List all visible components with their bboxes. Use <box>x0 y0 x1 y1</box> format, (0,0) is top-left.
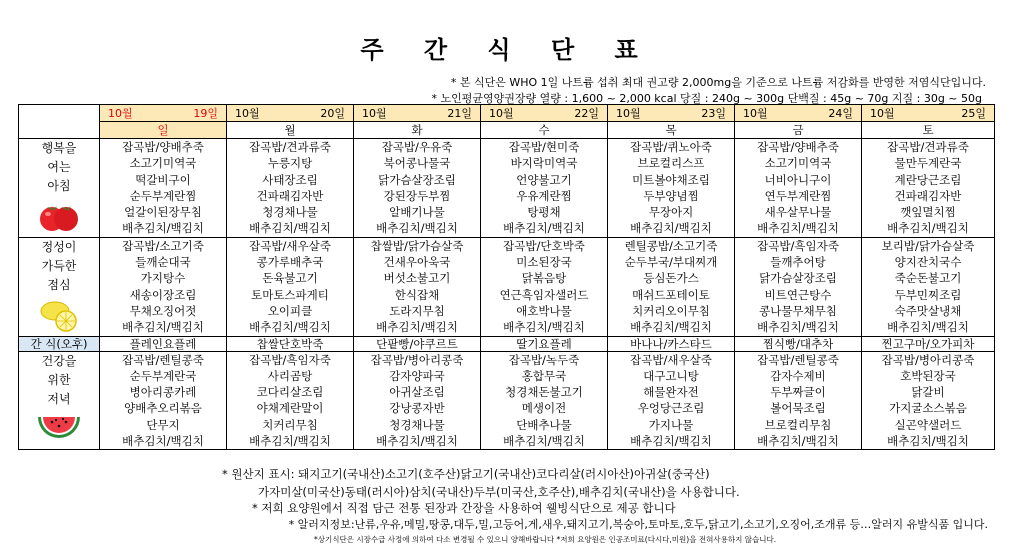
dish: 우엉당근조림 <box>637 401 705 416</box>
dish: 치커리무침 <box>262 417 318 432</box>
lunch-menu-fri <box>735 237 862 336</box>
dish: 청경채나물 <box>389 417 445 432</box>
snack-sun: 플레인요플레 <box>100 336 227 351</box>
dish: 잡곡밥/새우살죽 <box>630 352 712 367</box>
dish: 얼갈이된장무침 <box>124 205 202 220</box>
lunch-label-cell <box>19 237 100 336</box>
dish: 대구고니탕 <box>643 368 699 383</box>
origin-note-2: 가자미살(미국산)동태(러시아)삼치(국내산)두부(미국산,호주산),배추김치(국내산)을 사용합니다. <box>258 485 740 499</box>
dinner-label-line: 위한 <box>47 372 71 387</box>
dish: 연근흑임자샐러드 <box>499 287 589 302</box>
date-cell-fri: 10월 24일 <box>735 105 862 122</box>
dish: 호박된장국 <box>900 368 956 383</box>
dish: 배추김치/백김치 <box>249 434 331 449</box>
dinner-menu-thu <box>608 351 735 450</box>
dish: 잡곡밥/흑임자죽 <box>757 238 839 253</box>
dish: 잡곡밥/현미죽 <box>508 140 580 154</box>
dish: 계란당근조림 <box>894 172 962 187</box>
dish: 잡곡밥/우유죽 <box>381 140 453 154</box>
dish: 배추김치/백김치 <box>757 320 839 335</box>
dish: 숙주맛살냉채 <box>894 303 962 318</box>
weekly-menu-table <box>18 104 995 450</box>
dish: 잡곡밥/견과류죽 <box>249 140 331 154</box>
date-cell-sat: 10월 25일 <box>862 105 995 122</box>
date-cell-sun: 10월 19일 <box>100 105 227 122</box>
breakfast-menu-sat <box>862 139 995 238</box>
lunch-label-line: 정성이 <box>41 239 77 254</box>
dish: 사리곰탕 <box>267 368 313 383</box>
dish: 잡곡밥/퀴노아죽 <box>630 140 712 154</box>
dish: 단배추나물 <box>516 417 572 432</box>
dinner-menu-tue <box>354 351 481 450</box>
dish: 두부짜글이 <box>770 385 826 400</box>
breakfast-menu-thu <box>608 139 735 238</box>
breakfast-label-cell <box>19 139 100 238</box>
breakfast-menu-sun <box>100 139 227 238</box>
dish: 닭가슴살장조림 <box>378 172 456 187</box>
corner-cell <box>19 105 100 139</box>
dish: 가지굴소스볶음 <box>889 401 967 416</box>
tomato-icon <box>37 198 81 234</box>
lunch-menu-thu <box>608 237 735 336</box>
dish: 도라지무침 <box>389 303 445 318</box>
breakfast-row <box>19 139 995 238</box>
dish: 새송이장조림 <box>129 287 197 302</box>
dish: 배추김치/백김치 <box>757 434 839 449</box>
watermelon-icon <box>34 411 84 443</box>
dish: 비트연근탕수 <box>764 287 832 302</box>
dish: 배추김치/백김치 <box>122 320 204 335</box>
dish: 새우살무나물 <box>764 205 832 220</box>
dish: 배추김치/백김치 <box>503 434 585 449</box>
dinner-menu-sun <box>100 351 227 450</box>
dish: 양지잔치국수 <box>894 255 962 270</box>
snack-fri: 찜식빵/대추차 <box>735 336 862 351</box>
date-row <box>19 105 995 122</box>
dish: 언양불고기 <box>516 172 572 187</box>
dish: 건새우아욱국 <box>383 255 451 270</box>
dish: 너비아니구이 <box>764 172 832 187</box>
date-cell-mon: 10월 20일 <box>227 105 354 122</box>
dish: 매쉬드포테이토 <box>632 287 710 302</box>
dish: 치커리오이무침 <box>632 303 710 318</box>
dish: 무채오징어젓 <box>129 303 197 318</box>
dinner-menu-sat <box>862 351 995 450</box>
dish: 미소된장국 <box>516 255 572 270</box>
lunch-menu-sat <box>862 237 995 336</box>
dish: 바지락미역국 <box>510 156 578 171</box>
dinner-label-line: 건강을 <box>41 353 77 368</box>
dish: 무장아지 <box>648 205 694 220</box>
dish: 떡갈비구이 <box>135 172 191 187</box>
dish: 닭갈비 <box>911 385 945 400</box>
lunch-menu-mon <box>227 237 354 336</box>
dish: 배추김치/백김치 <box>757 221 839 236</box>
breakfast-label-line: 행복을 <box>41 141 77 155</box>
dish: 감자양파국 <box>389 368 445 383</box>
lunch-menu-sun <box>100 237 227 336</box>
dish: 메생이전 <box>521 401 567 416</box>
dish: 잡곡밥/양배추죽 <box>757 140 839 154</box>
dish: 순두부계란국 <box>129 368 197 383</box>
dish: 배추김치/백김치 <box>887 320 969 335</box>
dish: 소고기미역국 <box>764 156 832 171</box>
dish: 가지탕수 <box>140 271 186 286</box>
snack-wed: 딸기요플레 <box>481 336 608 351</box>
dish: 배추김치/백김치 <box>122 434 204 449</box>
dish: 브로컬리스프 <box>637 156 705 171</box>
weekday-sat: 토 <box>862 122 995 139</box>
dish: 아귀살조림 <box>389 385 445 400</box>
dish: 토마토스파게티 <box>251 287 329 302</box>
lunch-menu-tue <box>354 237 481 336</box>
dish: 콩나물무채무침 <box>759 303 837 318</box>
dish: 배추김치/백김치 <box>887 221 969 236</box>
weekday-fri: 금 <box>735 122 862 139</box>
dish: 두부양념찜 <box>643 188 699 203</box>
dish: 사태장조림 <box>262 172 318 187</box>
dish: 배추김치/백김치 <box>249 221 331 236</box>
dish: 볼어묵조림 <box>770 401 826 416</box>
snack-mon: 찹쌀단호박죽 <box>227 336 354 351</box>
dish: 배추김치/백김치 <box>249 320 331 335</box>
snack-thu: 바나나/카스타드 <box>608 336 735 351</box>
dish: 들깨추어탕 <box>770 255 826 270</box>
breakfast-label-line: 아침 <box>47 179 71 193</box>
dish: 렌틸콩밥/소고기죽 <box>624 238 718 253</box>
breakfast-menu-wed <box>481 139 608 238</box>
origin-note-1: * 원산지 표시: 돼지고기(국내산)소고기(호주산)닭고기(국내산)코다리살(러시아산)아귀살(중국산) <box>222 467 710 481</box>
dish: 건파래김자반 <box>894 188 962 203</box>
dish: 잡곡밥/녹두죽 <box>508 352 580 367</box>
date-cell-wed: 10월 22일 <box>481 105 608 122</box>
dish: 우유계란찜 <box>516 188 572 203</box>
weekday-wed: 수 <box>481 122 608 139</box>
dinner-menu-mon <box>227 351 354 450</box>
dish: 잡곡밥/단호박죽 <box>503 238 585 253</box>
breakfast-menu-tue <box>354 139 481 238</box>
dish: 물만두계란국 <box>894 156 962 171</box>
dish: 실곤약샐러드 <box>894 417 962 432</box>
dish: 배추김치/백김치 <box>376 434 458 449</box>
snack-row <box>19 336 995 351</box>
dish: 잡곡밥/새우살죽 <box>249 238 331 253</box>
date-cell-tue: 10월 21일 <box>354 105 481 122</box>
dish: 배추김치/백김치 <box>376 320 458 335</box>
dish: 배추김치/백김치 <box>122 221 204 236</box>
dish: 탕평채 <box>527 205 561 220</box>
weekday-row <box>19 122 995 139</box>
dish: 배추김치/백김치 <box>376 221 458 236</box>
weekday-thu: 목 <box>608 122 735 139</box>
dish: 콩가루배추국 <box>256 255 324 270</box>
dish: 배추김치/백김치 <box>503 320 585 335</box>
dish: 잡곡밥/병아리콩죽 <box>881 352 975 367</box>
lunch-row <box>19 237 995 336</box>
dish: 야채계란말이 <box>256 401 324 416</box>
dish: 찹쌀밥/닭가슴살죽 <box>370 238 464 253</box>
dish: 한식잡채 <box>394 287 440 302</box>
dish: 감자수제비 <box>770 368 826 383</box>
breakfast-menu-mon <box>227 139 354 238</box>
nutrition-note: * 노인평균영양권장량 열량 : 1,600 ~ 2,000 kcal 당질 : 240g ~ 300g 단백질 : 45g ~ 70g 지질 : 30g ~ 50g <box>431 92 982 105</box>
dish: 배추김치/백김치 <box>630 434 712 449</box>
dish: 닭가슴살장조림 <box>759 271 837 286</box>
dish: 청경채돈불고기 <box>505 385 583 400</box>
dish: 돈육불고기 <box>262 271 318 286</box>
dish: 청경채나물 <box>262 205 318 220</box>
disclaimer-note: *상기식단은 시장수급 사정에 의하여 다소 변경될 수 있으니 양해바랍니다 *저희 요양원은 인공조미료(다시다,미원)을 전혀사용하지 않습니다. <box>314 535 777 544</box>
snack-sat: 찐고구마/오가피차 <box>862 336 995 351</box>
dish: 소고기미역국 <box>129 156 197 171</box>
dish: 강된장두부찜 <box>383 188 451 203</box>
dish: 순두부계란찜 <box>129 188 197 203</box>
breakfast-label-line: 여는 <box>47 160 71 174</box>
dish: 잡곡밥/병아리콩죽 <box>370 352 464 367</box>
dish: 배추김치/백김치 <box>630 320 712 335</box>
allergy-note: * 알러지정보:난류,우유,메밀,땅콩,대두,밀,고등어,게,새우,돼지고기,복숭아,토마토,호두,닭고기,소고기,오징어,조개류 등…알러지 유발식품 입니다. <box>288 518 988 531</box>
dish: 잡곡밥/소고기죽 <box>122 238 204 253</box>
breakfast-menu-fri <box>735 139 862 238</box>
dish: 애호박나물 <box>516 303 572 318</box>
dish: 잡곡밥/견과류죽 <box>887 140 969 154</box>
dish: 배추김치/백김치 <box>503 221 585 236</box>
dish: 닭볶음탕 <box>521 271 567 286</box>
dish: 배추김치/백김치 <box>630 221 712 236</box>
lunch-label-line: 점심 <box>47 277 71 292</box>
weekday-tue: 화 <box>354 122 481 139</box>
dish: 양배추오리볶음 <box>124 401 202 416</box>
dish: 잡곡밥/렌틸콩죽 <box>122 352 204 367</box>
dinner-label-cell <box>19 351 100 450</box>
dish: 들깨순대국 <box>135 255 191 270</box>
dish: 홍합무국 <box>521 368 567 383</box>
dish: 건파래김자반 <box>256 188 324 203</box>
snack-label: 간 식(오후) <box>19 336 100 351</box>
dinner-row <box>19 351 995 450</box>
dish: 해물완자전 <box>643 385 699 400</box>
dish: 오이피클 <box>267 303 313 318</box>
dish: 누릉지탕 <box>267 156 313 171</box>
who-note: * 본 식단은 WHO 1일 나트륨 섭취 최대 권고량 2,000mg을 기준으로 나트륨 저감화를 반영한 저염식단입니다. <box>450 76 986 89</box>
dish: 연두부계란찜 <box>764 188 832 203</box>
lemon-icon <box>37 297 81 333</box>
date-cell-thu: 10월 23일 <box>608 105 735 122</box>
dish: 병아리콩카레 <box>129 385 197 400</box>
dish: 브로컬리무침 <box>764 417 832 432</box>
lunch-label-line: 가득한 <box>41 258 77 273</box>
dish: 잡곡밥/흑임자죽 <box>249 352 331 367</box>
dish: 단무지 <box>146 417 180 432</box>
dish: 버섯소불고기 <box>383 271 451 286</box>
dish: 잡곡밥/양배추죽 <box>122 140 204 154</box>
dish: 코다리살조림 <box>256 385 324 400</box>
dish: 잡곡밥/렌틸콩죽 <box>757 352 839 367</box>
dish: 알배기나물 <box>389 205 445 220</box>
kimchi-note: * 저희 요양원에서 직접 담근 전통 된장과 간장을 사용하여 웰빙식단으로 제공 합니다 <box>252 501 676 515</box>
dinner-menu-wed <box>481 351 608 450</box>
dish: 미트볼야채조림 <box>632 172 710 187</box>
page-title: 주 간 식 단 표 <box>360 36 654 64</box>
dish: 두부민찌조림 <box>894 287 962 302</box>
dish: 가지나물 <box>648 417 694 432</box>
dish: 순두부국/부대찌개 <box>624 255 718 270</box>
dinner-menu-fri <box>735 351 862 450</box>
weekday-sun: 일 <box>100 122 227 139</box>
snack-tue: 단팥빵/야쿠르트 <box>354 336 481 351</box>
dish: 보리밥/닭가슴살죽 <box>881 238 975 253</box>
dish: 죽순돈불고기 <box>894 271 962 286</box>
weekday-mon: 월 <box>227 122 354 139</box>
lunch-menu-wed <box>481 237 608 336</box>
dish: 강낭콩자반 <box>389 401 445 416</box>
dish: 배추김치/백김치 <box>887 434 969 449</box>
dish: 북어콩나물국 <box>383 156 451 171</box>
dish: 깻잎멸치찜 <box>900 205 956 220</box>
dish: 등심돈가스 <box>643 271 699 286</box>
dinner-label-line: 저녁 <box>47 391 71 406</box>
